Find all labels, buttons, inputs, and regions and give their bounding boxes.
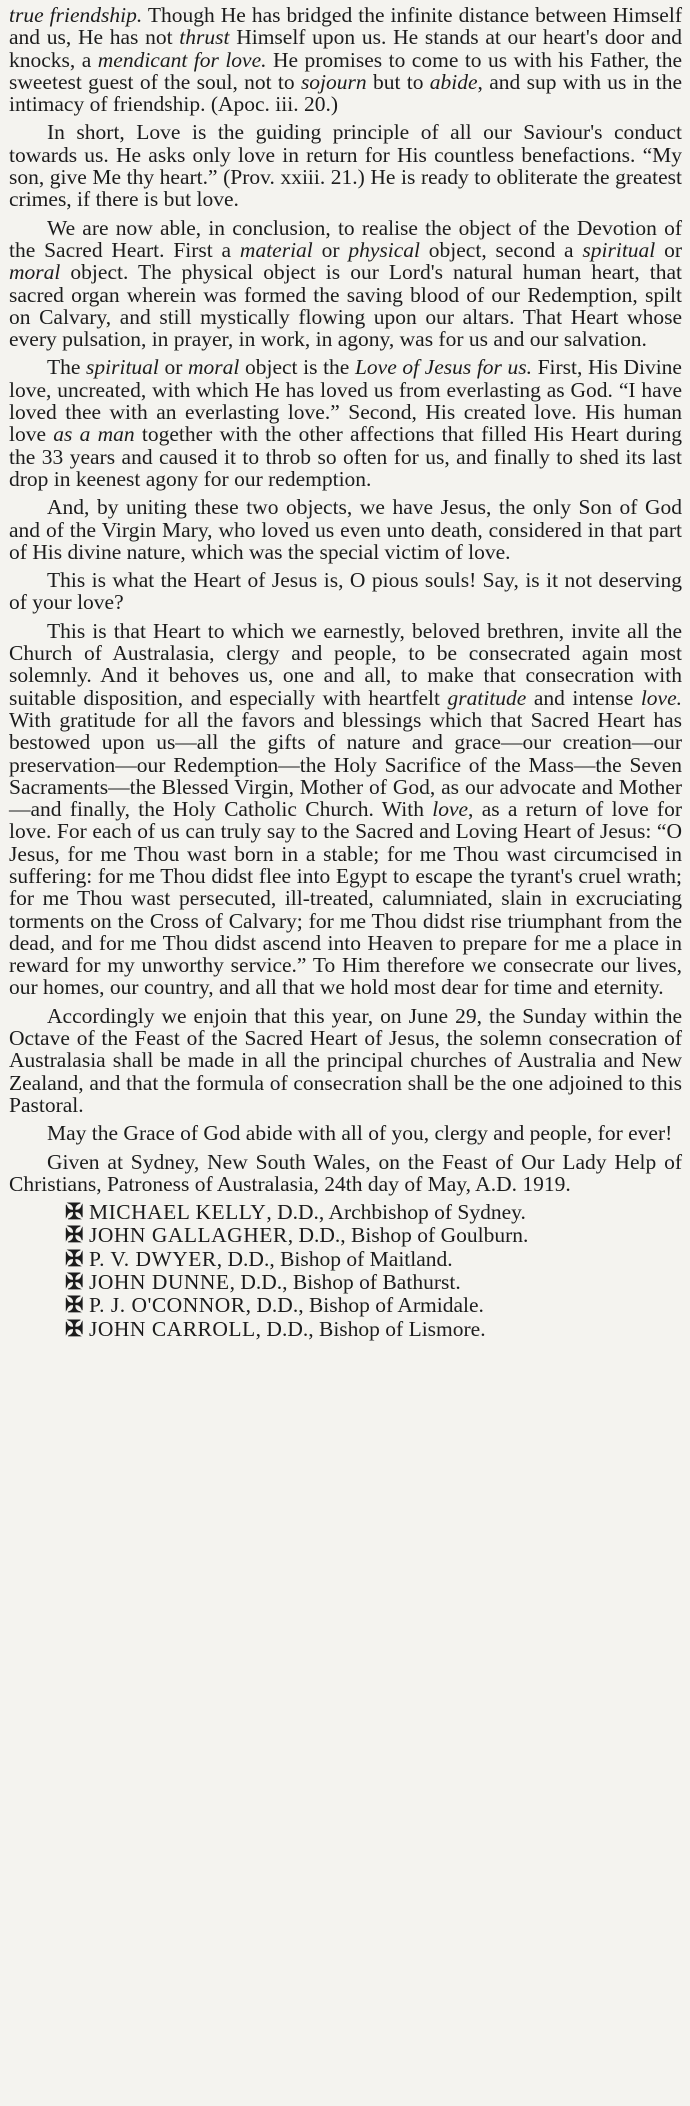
italic-text: love. — [640, 685, 682, 710]
text-run: or — [312, 237, 349, 262]
signatory-text — [89, 1294, 682, 1316]
pastoral-text — [9, 4, 682, 1195]
signatory-line — [9, 1224, 682, 1246]
signatory-text — [89, 1201, 682, 1223]
italic-text: abide — [429, 69, 478, 94]
signatory-name: MICHAEL KELLY — [89, 1200, 267, 1225]
episcopal-cross-icon: ✠ — [65, 1292, 84, 1318]
text-run: With gratitude for all the favors and blessings which that Sacred Heart has bestowed upon us—all the gifts of nature and grace—our creation—our preservation—our Redemption—the Holy Sacrifice of the Mass—the Seven Sacraments—the Blessed Virgin, Mother of God, as our advocate and Mother—and finally, the Holy Catholic Church. With — [9, 707, 682, 822]
signatory-name: P. V. DWYER — [89, 1246, 217, 1271]
italic-text: gratitude — [447, 685, 527, 710]
signatory-text — [89, 1271, 682, 1293]
signatory-title: , D.D., Bishop of Lismore. — [255, 1316, 486, 1341]
signatory-name: JOHN DUNNE — [89, 1270, 230, 1295]
italic-text: moral — [9, 260, 61, 285]
italic-text: mendicant for love. — [97, 47, 267, 72]
text-run: but to — [366, 69, 430, 94]
italic-text: spiritual — [582, 237, 656, 262]
paragraph-4 — [9, 356, 682, 490]
signatories-list — [9, 1201, 682, 1340]
italic-text: Love of Jesus for us. — [354, 355, 532, 380]
text-run: object. The physical object is our Lord's natural human heart, that sacred organ wherein was formed the saving blood of our Redemption, spilt on Calvary, and still mystically flowing upon our altars. That Heart whose every pulsation, in prayer, in work, in agony, was for us and our salvation. — [9, 260, 682, 352]
episcopal-cross-icon: ✠ — [65, 1315, 84, 1341]
signatory-title: , D.D., Archbishop of Sydney. — [266, 1200, 526, 1225]
text-run: The — [47, 355, 87, 380]
text-run: or — [158, 355, 189, 380]
italic-text: moral — [188, 355, 240, 380]
paragraph-8 — [9, 1005, 682, 1116]
signatory-text — [89, 1224, 682, 1246]
text-run: and intense — [526, 685, 641, 710]
signatory-line — [9, 1271, 682, 1293]
signatory-text — [89, 1248, 682, 1270]
episcopal-cross-icon: ✠ — [65, 1245, 84, 1271]
signatory-line — [9, 1201, 682, 1223]
text-run: This is that Heart to which we earnestly, beloved brethren, invite all the Church of Australasia, clergy and people, to be consecrated again most solemnly. And it behoves us, one and all, to make that consecration with suitable disposition, and especially with heartfelt — [9, 618, 682, 710]
text-run: May the Grace of God abide with all of you, clergy and people, for ever! — [47, 1121, 673, 1146]
italic-text: physical — [348, 237, 420, 262]
signatory-name: P. J. O'CONNOR — [89, 1293, 246, 1318]
signatory-line — [9, 1315, 682, 1341]
text-run: And, by uniting these two objects, we have Jesus, the only Son of God and of the Virgin Mary, who loved us even unto death, considered in that part of His divine nature, which was the special victim of love. — [9, 495, 682, 564]
signatory-text — [89, 1318, 682, 1340]
signatory-name: JOHN CARROLL — [89, 1316, 256, 1341]
signatory-line — [9, 1294, 682, 1316]
paragraph-2 — [9, 121, 682, 210]
text-run: He promises to come to us with his Father, the sweetest guest of the soul, not to — [9, 47, 682, 94]
text-run: Given at Sydney, New South Wales, on the Feast of Our Lady Help of Christians, Patroness of Australasia, 24th day of May, A.D. 1919. — [9, 1149, 682, 1196]
italic-text: material — [239, 237, 313, 262]
signatory-title: , D.D., Bishop of Armidale. — [245, 1293, 484, 1318]
paragraph-6 — [9, 569, 682, 614]
text-run: We are now able, in conclusion, to realise the object of the Devotion of the Sacred Heart. First a — [9, 215, 682, 262]
signatory-name: JOHN GALLAGHER — [89, 1223, 288, 1248]
text-run: or — [655, 237, 683, 262]
text-run: Accordingly we enjoin that this year, on June 29, the Sunday within the Octave of the Feast of the Sacred Heart of Jesus, the solemn consecration of Australasia shall be made in all the principal churches of Australia and New Zealand, and that the formula of consecration shall be the one adjoined to this Pastoral. — [9, 1003, 682, 1117]
paragraph-1 — [9, 4, 682, 115]
signatory-title: , D.D., Bishop of Goulburn. — [287, 1223, 529, 1248]
signatory-title: , D.D., Bishop of Maitland. — [216, 1246, 453, 1271]
paragraph-10 — [9, 1151, 682, 1196]
italic-text: true friendship. — [9, 3, 143, 27]
paragraph-9 — [9, 1122, 682, 1144]
text-run: , as a return of love for love. For each of us can truly say to the Sacred and Loving Heart of Jesus: “O Jesus, for me Thou wast born in a stable; for me Thou wast circumcised in suffering: for me Thou didst flee into Egypt to escape the tyrant's cruel wrath; for me Thou wast persecuted, ill-treated, calumniated, slain in excruciating torments on the Cross of Calvary; for me Thou didst rise triumphant from the dead, and for me Thou didst ascend into Heaven to prepare for me a place in reward for my unworthy service.” To Him therefore we consecrate our lives, our homes, our country, and all that we hold most dear for time and eternity. — [9, 797, 682, 1000]
italic-text: sojourn — [300, 69, 367, 94]
episcopal-cross-icon: ✠ — [65, 1222, 84, 1248]
signatory-line — [9, 1245, 682, 1271]
text-run: This is what the Heart of Jesus is, O pious souls! Say, is it not deserving of your love? — [9, 568, 682, 615]
text-run: First, His Divine love, uncreated, with which He has loved us from everlasting as God. “I have loved thee with an everlasting love.” Second, His created love. His human love — [9, 355, 682, 447]
text-run: object is the — [239, 355, 355, 380]
episcopal-cross-icon: ✠ — [65, 1269, 84, 1295]
text-run: Though He has bridged the infinite distance between Himself and us, He has not — [9, 3, 682, 50]
episcopal-cross-icon: ✠ — [65, 1199, 84, 1225]
paragraph-7 — [9, 620, 682, 999]
text-run: Himself upon us. He stands at our heart's door and knocks, a — [9, 25, 682, 72]
italic-text: love — [432, 797, 469, 822]
italic-text: as a man — [53, 422, 135, 447]
italic-text: spiritual — [86, 355, 159, 380]
text-run: object, second a — [419, 237, 583, 262]
paragraph-3 — [9, 217, 682, 351]
text-run: In short, Love is the guiding principle of all our Saviour's conduct towards us. He asks only love in return for His countless benefactions. “My son, give Me thy heart.” (Prov. xxiii. 21.) He is ready to obliterate the greatest crimes, if there is but love. — [9, 120, 682, 212]
text-run: , and sup with us in the intimacy of friendship. (Apoc. iii. 20.) — [9, 69, 682, 117]
signatory-title: , D.D., Bishop of Bathurst. — [229, 1270, 461, 1295]
text-run: together with the other affections that filled His Heart during the 33 years and caused it to throb so often for us, and finally to shed its last drop in keenest agony for our redemption. — [9, 422, 682, 491]
italic-text: thrust — [179, 25, 230, 50]
paragraph-5 — [9, 496, 682, 563]
